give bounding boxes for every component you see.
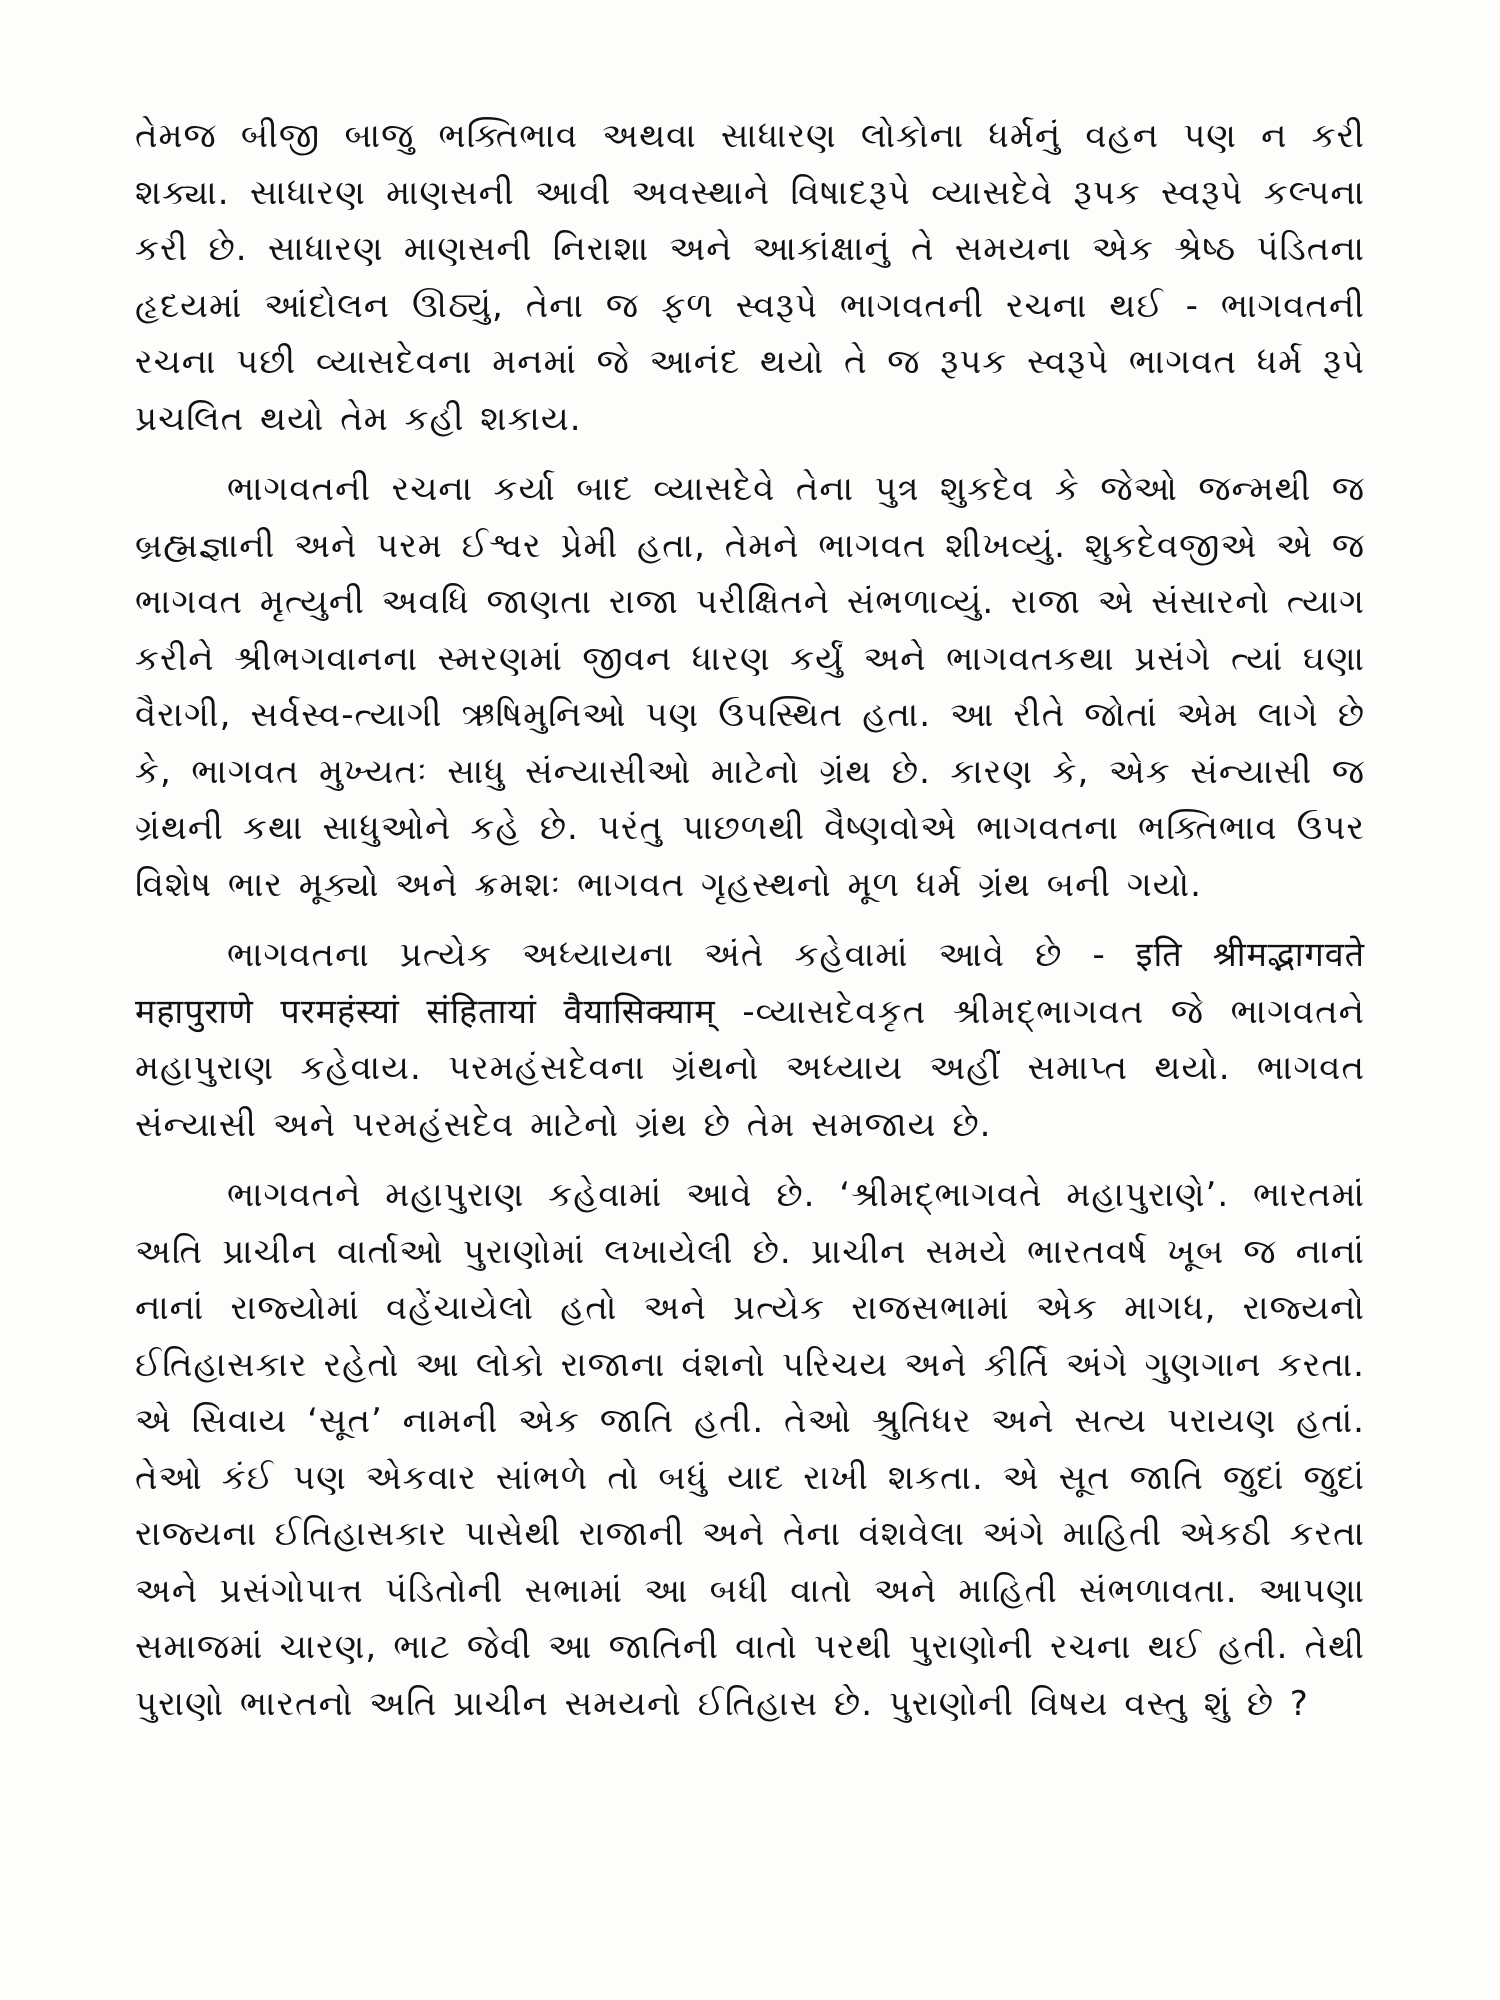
paragraph-1: તેમજ બીજી બાજુ ભક્તિભાવ અથવા સાધારણ લોકોના ધર્મનું વહન પણ ન કરી શક્યા. સાધારણ માણસની આવી અવસ્થાને વિષાદરૂપે વ્યાસદેવે રૂપક સ્વરૂપે કલ્પના કરી છે. સાધારણ માણસની નિરાશા અને આકાંક્ષાનું તે સમયના એક શ્રેષ્ઠ પંડિતના હૃદયમાં આંદોલન ઊઠ્યું, તેના જ ફળ સ્વરૂપે ભાગવતની રચના થઈ - ભાગવતની રચના પછી વ્યાસદેવના મનમાં જે આનંદ થયો તે જ રૂપક સ્વરૂપે ભાગવત ધર્મ રૂપે પ્રચલિત થયો તેમ કહી શકાય. — [135, 116, 1365, 439]
paragraph-4: ભાગવતને મહાપુરાણ કહેવામાં આવે છે. ‘શ્રીમદ્ભાગવતે મહાપુરાણે’. ભારતમાં અતિ પ્રાચીન વાર્તાઓ પુરાણોમાં લખાયેલી છે. પ્રાચીન સમયે ભારતવર્ષ ખૂબ જ નાનાં નાનાં રાજ્યોમાં વહેંચાયેલો હતો અને પ્રત્યેક રાજસભામાં એક માગધ, રાજ્યનો ઈતિહાસકાર રહેતો આ લોકો રાજાના વંશનો પરિચય અને કીર્તિ અંગે ગુણગાન કરતા. એ સિવાય ‘સૂત’ નામની એક જાતિ હતી. તેઓ શ્રુતિધર અને સત્ય પરાયણ હતાં. તેઓ કંઈ પણ એકવાર સાંભળે તો બધું યાદ રાખી શકતા. એ સૂત જાતિ જુદાં જુદાં રાજ્યના ઈતિહાસકાર પાસેથી રાજાની અને તેના વંશવેલા અંગે માહિતી એકઠી કરતા અને પ્રસંગોપાત્ત પંડિતોની સભામાં આ બધી વાતો અને માહિતી સંભળાવતા. આપણા સમાજમાં ચારણ, ભાટ જેવી આ જાતિની વાતો પરથી પુરાણોની રચના થઈ હતી. તેથી પુરાણો ભારતનો અતિ પ્રાચીન સમયનો ઈતિહાસ છે. પુરાણોની વિષય વસ્તુ શું છે ? — [135, 1175, 1365, 1724]
paragraph-3: ભાગવતના પ્રત્યેક અધ્યાયના અંતે કહેવામાં આવે છે - इति श्रीमद्भागवते महापुराणे परमहंस्यां संहितायां वैयासिक्याम् -વ્યાસદેવકૃત શ્રીમદ્ભાગવત જે ભાગવતને મહાપુરાણ કહેવાય. પરમહંસદેવના ગ્રંથનો અધ્યાય અહીં સમાપ્ત થયો. ભાગવત સંન્યાસી અને પરમહંસદેવ માટેનો ગ્રંથ છે તેમ સમજાય છે. — [135, 935, 1365, 1145]
paragraph-2: ભાગવતની રચના કર્યા બાદ વ્યાસદેવે તેના પુત્ર શુકદેવ કે જેઓ જન્મથી જ બ્રહ્મજ્ઞાની અને પરમ ઈશ્વર પ્રેમી હતા, તેમને ભાગવત શીખવ્યું. શુકદેવજીએ એ જ ભાગવત મૃત્યુની અવધિ જાણતા રાજા પરીક્ષિતને સંભળાવ્યું. રાજા એ સંસારનો ત્યાગ કરીને શ્રીભગવાનના સ્મરણમાં જીવન ધારણ કર્યું અને ભાગવતકથા પ્રસંગે ત્યાં ઘણા વૈરાગી, સર્વસ્વ-ત્યાગી ઋષિમુનિઓ પણ ઉપસ્થિત હતા. આ રીતે જોતાં એમ લાગે છે કે, ભાગવત મુખ્યતઃ સાધુ સંન્યાસીઓ માટેનો ગ્રંથ છે. કારણ કે, એક સંન્યાસી જ ગ્રંથની કથા સાધુઓને કહે છે. પરંતુ પાછળથી વૈષ્ણવોએ ભાગવતના ભક્તિભાવ ઉપર વિશેષ ભાર મૂક્યો અને ક્રમશઃ ભાગવત ગૃહસ્થનો મૂળ ધર્મ ગ્રંથ બની ગયો. — [135, 469, 1365, 905]
